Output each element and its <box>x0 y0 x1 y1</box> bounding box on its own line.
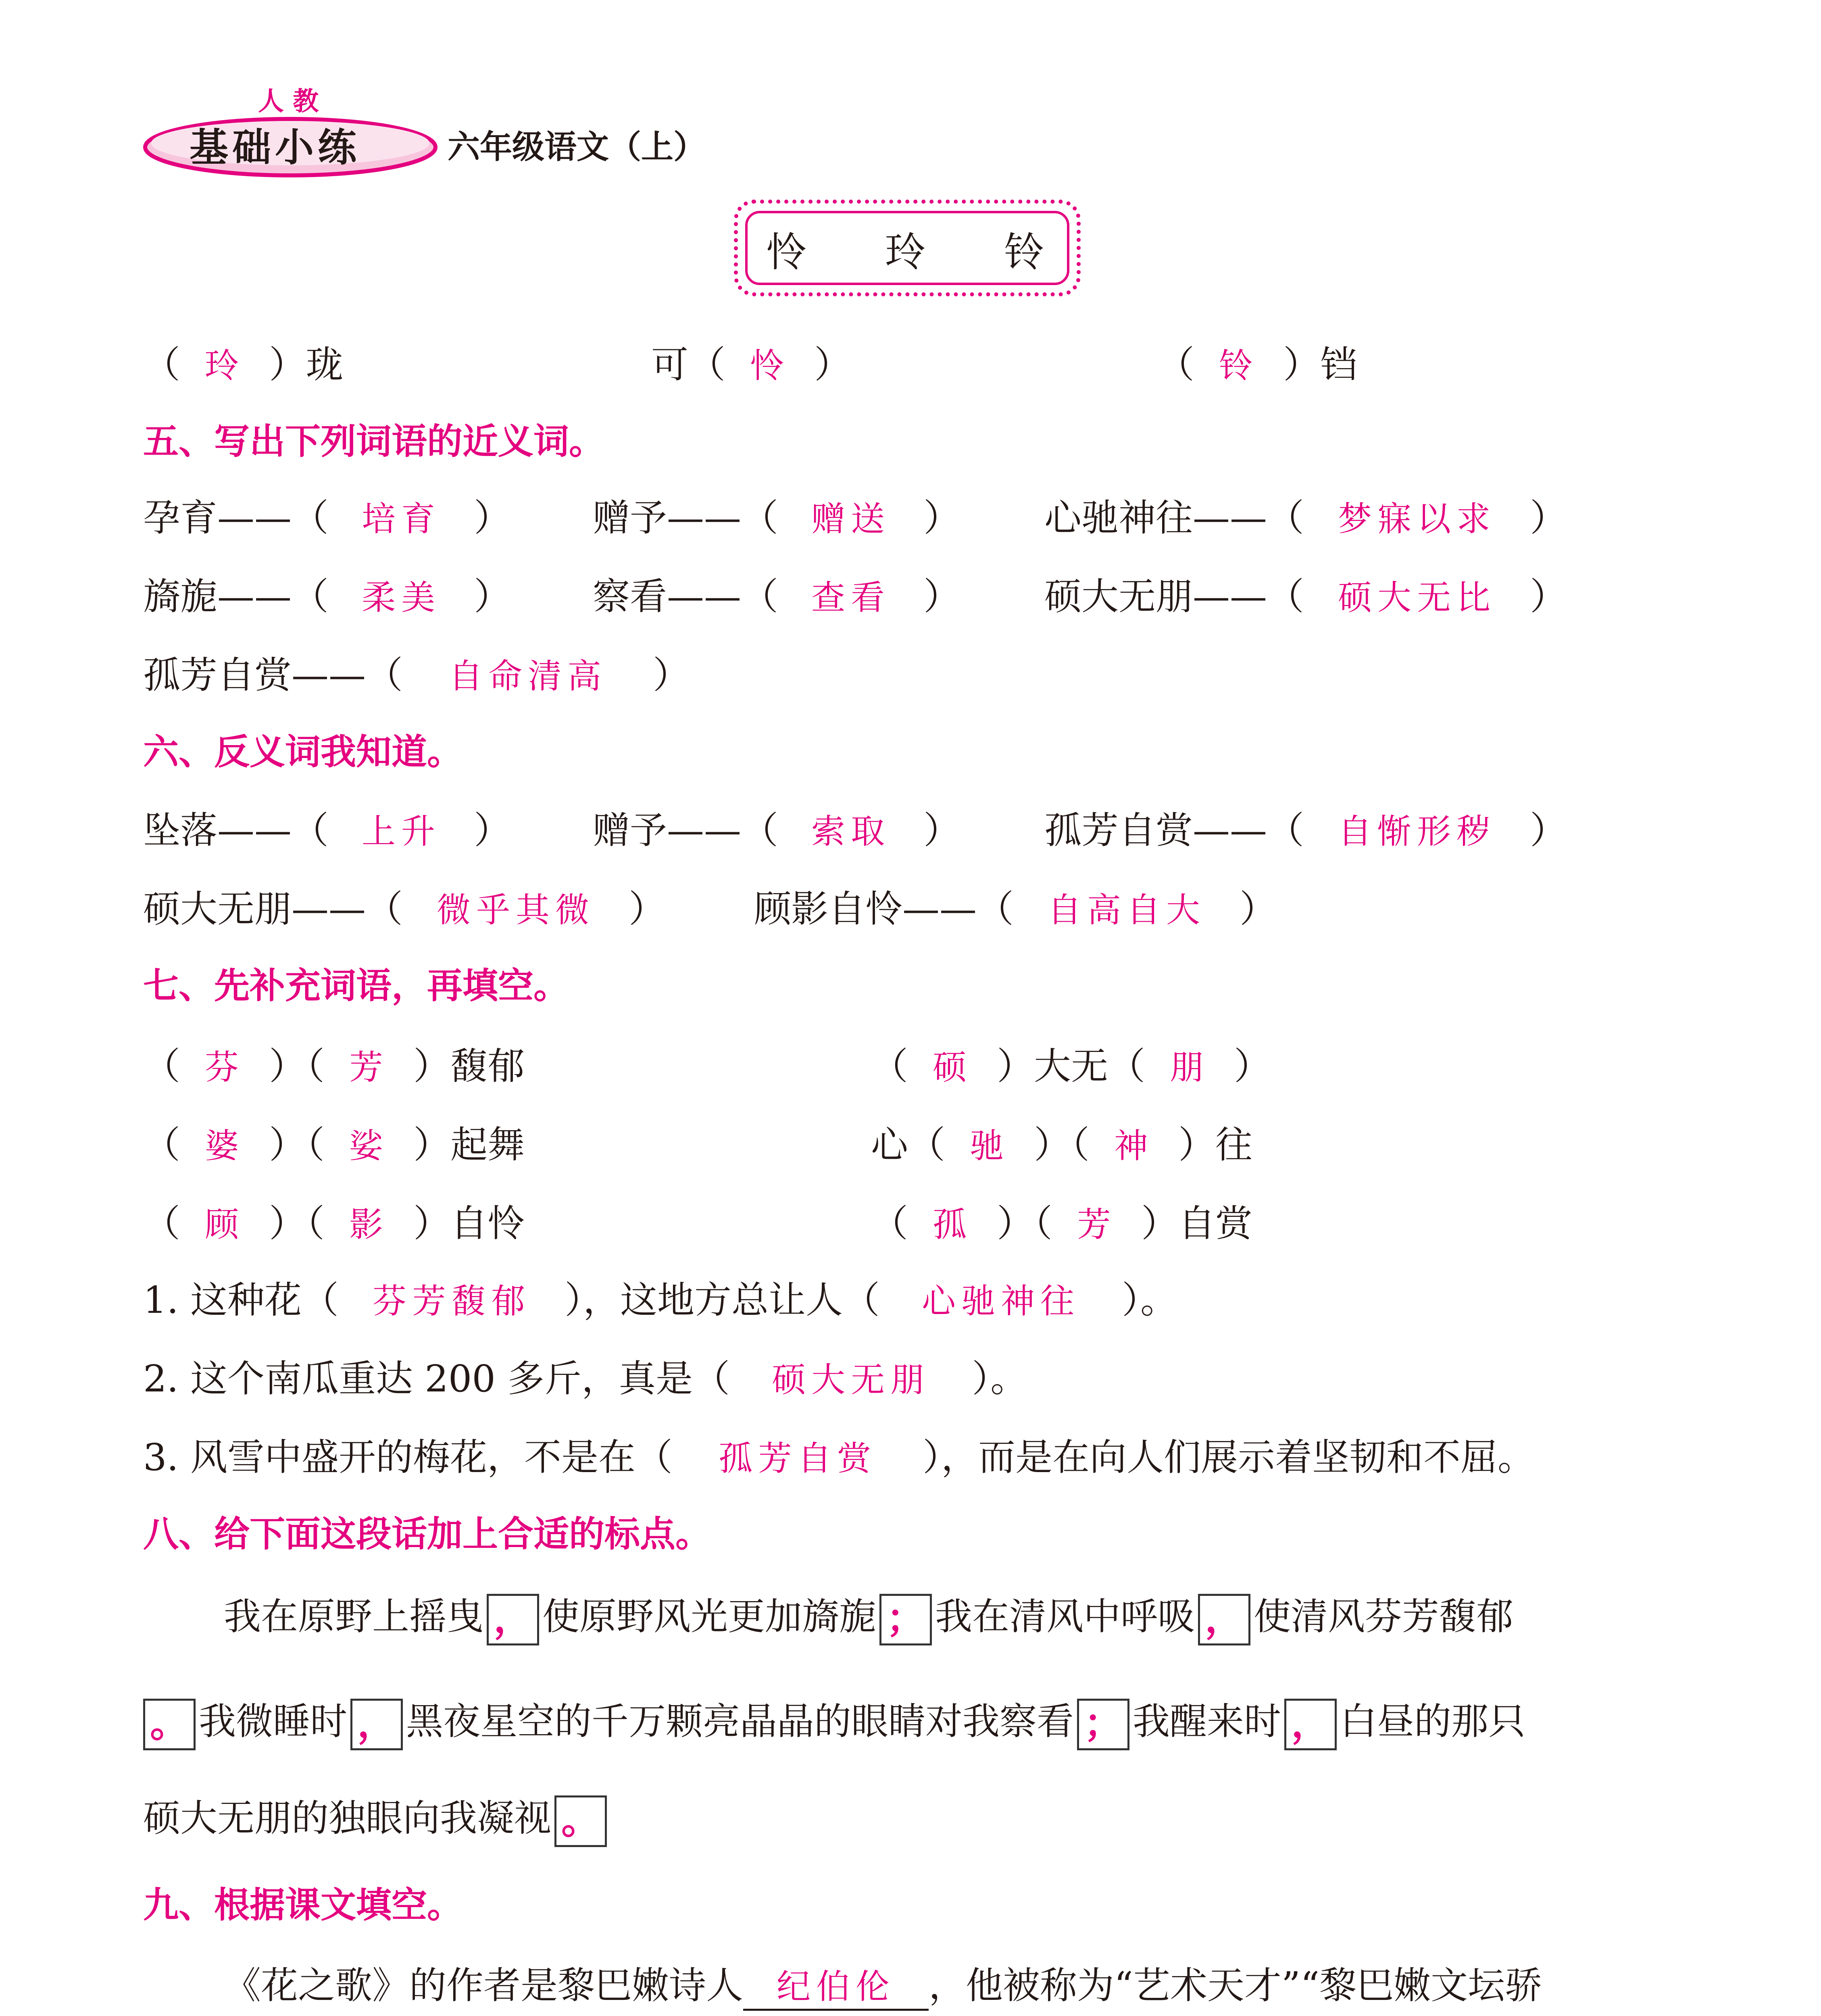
antonym-item: 赠予——（ 索取 ） <box>593 809 961 852</box>
subject-title: 六年级语文（上） <box>448 128 706 166</box>
section-8-title: 八、给下面这段话加上合适的标点。 <box>143 1513 711 1555</box>
synonym-item: 孕育——（ 培育 ） <box>143 496 511 539</box>
idiom-item: （ 顾 ）（ 影 ）自怜 <box>143 1202 525 1245</box>
sentence-2: 2. 这个南瓜重达 200 多斤，真是（ 硕大无朋 ）。 <box>143 1357 1028 1400</box>
fill-item-3: （ 铃 ）铛 <box>1157 343 1358 386</box>
punct-box: 。 <box>143 1699 196 1750</box>
synonym-item: 孤芳自赏——（ 自命清高 ） <box>143 654 690 697</box>
char-2: 玲 <box>885 229 925 276</box>
synonym-item: 硕大无朋——（ 硕大无比 ） <box>1044 575 1567 618</box>
punct-box: ， <box>487 1594 539 1645</box>
antonym-item: 顾影自怜——（ 自高自大 ） <box>754 887 1277 931</box>
idiom-item: （ 孤 ）（ 芳 ）自赏 <box>871 1202 1253 1245</box>
punct-line-3: 硕大无朋的独眼向我凝视 。 <box>143 1792 610 1847</box>
synonym-item: 旖旎——（ 柔美 ） <box>143 575 511 618</box>
punct-line-1: 我在原野上摇曳 ， 使原野风光更加旖旎 ； 我在清风中呼吸 ， 使清风芬芳馥郁 <box>224 1591 1513 1645</box>
idiom-item: （ 婆 ）（ 娑 ）起舞 <box>143 1123 525 1166</box>
antonym-item: 坠落——（ 上升 ） <box>143 809 511 852</box>
punct-box: ； <box>879 1594 932 1645</box>
idiom-item: （ 硕 ）大无（ 朋 ） <box>871 1045 1271 1088</box>
section-6-title: 六、反义词我知道。 <box>143 731 463 773</box>
punct-box: 。 <box>554 1795 607 1847</box>
section-5-title: 五、写出下列词语的近义词。 <box>143 421 605 462</box>
synonym-item: 察看——（ 查看 ） <box>593 575 961 618</box>
punct-box: ， <box>1198 1594 1250 1645</box>
idiom-item: 心（ 驰 ）（ 神 ）往 <box>871 1123 1253 1166</box>
char-3: 铃 <box>1004 229 1044 276</box>
punct-box: ， <box>350 1699 403 1750</box>
char-box <box>734 200 1081 296</box>
sentence-1: 1. 这种花（ 芬芳馥郁 ），这地方总让人（ 心驰神往 ）。 <box>143 1279 1178 1322</box>
series-title: 基础小练 <box>190 125 360 170</box>
synonym-item: 赠予——（ 赠送 ） <box>593 496 961 539</box>
section-7-title: 七、先补充词语，再填空。 <box>143 965 569 1006</box>
char-1: 怜 <box>766 229 806 276</box>
series-top-label: 人 教 <box>258 87 319 117</box>
idiom-item: （ 芬 ）（ 芳 ）馥郁 <box>143 1045 525 1088</box>
sentence-3: 3. 风雪中盛开的梅花，不是在（ 孤芳自赏 ），而是在向人们展示着坚韧和不屈。 <box>143 1436 1535 1479</box>
synonym-item: 心驰神往——（ 梦寐以求 ） <box>1044 496 1567 539</box>
antonym-item: 孤芳自赏——（ 自惭形秽 ） <box>1044 809 1567 852</box>
punct-line-2: 。 我微睡时 ， 黑夜星空的千万颗亮晶晶的眼睛对我察看 ； 我醒来时 ， 白昼的那只 <box>143 1695 1525 1750</box>
punct-box: ； <box>1077 1699 1129 1750</box>
antonym-item: 硕大无朋——（ 微乎其微 ） <box>143 887 666 931</box>
fill-item-1: （ 玲 ）珑 <box>143 343 344 386</box>
text-line-1: 《花之歌》的作者是黎巴嫩诗人 纪伯伦 ，他被称为“艺术天才”“黎巴嫩文坛骄 <box>224 1960 1542 2012</box>
section-9-title: 九、根据课文填空。 <box>143 1884 463 1926</box>
punct-box: ， <box>1284 1699 1337 1750</box>
fill-item-2: 可（ 怜 ） <box>651 343 852 386</box>
